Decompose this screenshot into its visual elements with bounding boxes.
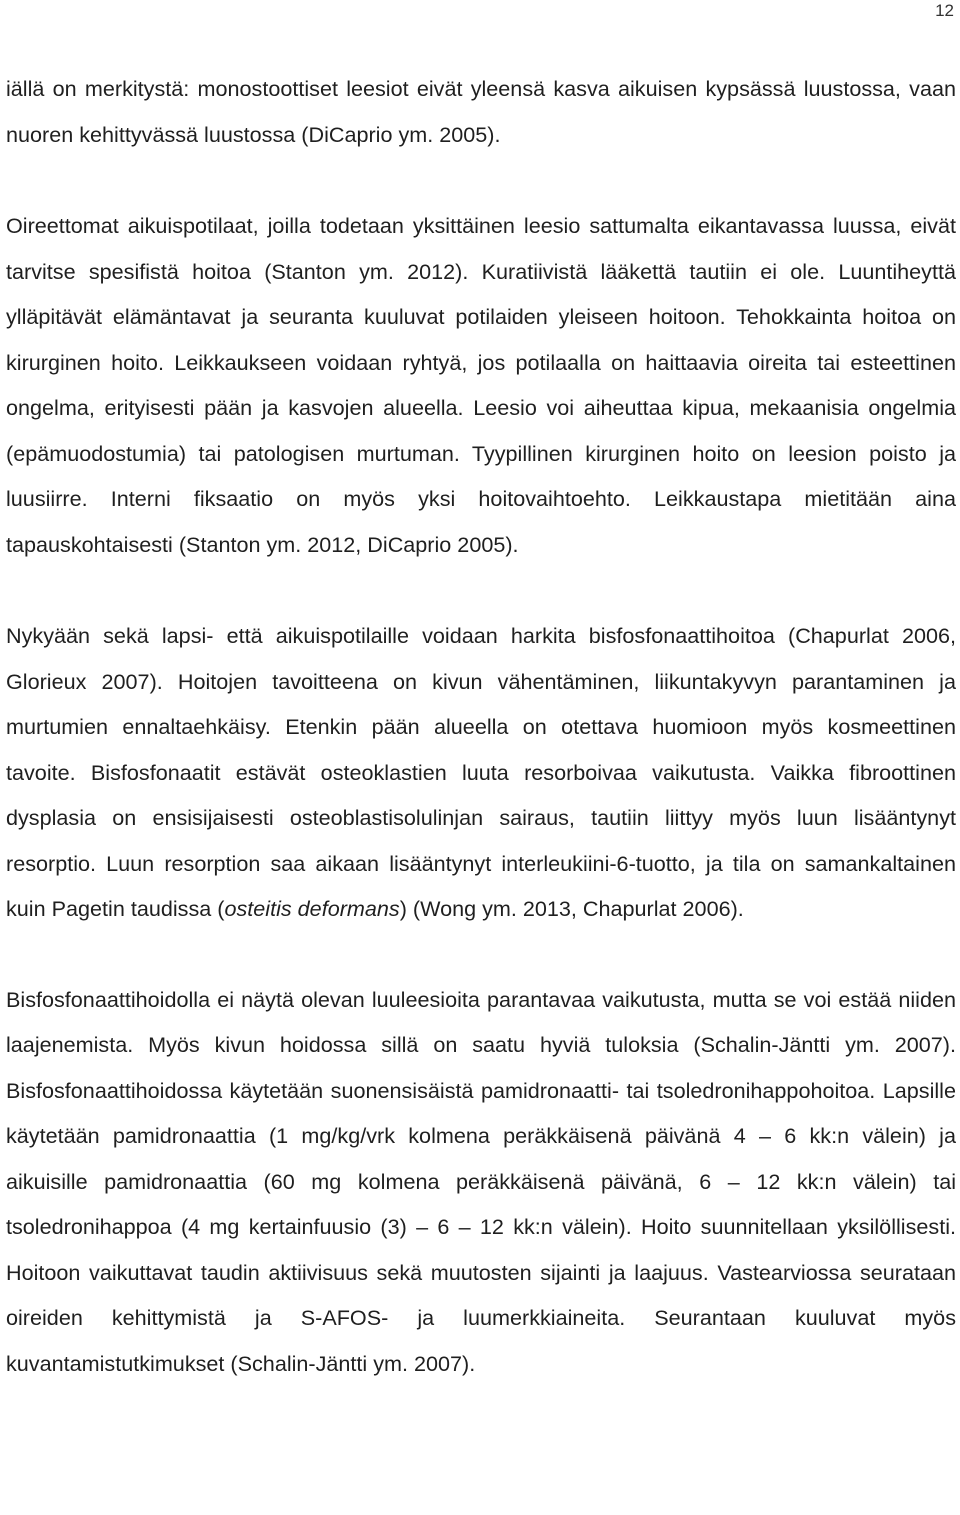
paragraph-4: Bisfosfonaattihoidolla ei näytä olevan luuleesioita parantavaa vaikutusta, mutta se voi estää niiden laajenemista. Myös kivun hoidossa sillä on saatu hyviä tuloksia (Schalin-Jäntti ym. 2007). Bisfosfonaattihoidossa käytetään suonensisäistä pamidronaatti- tai tsoledronihappohoitoa. Lapsille käytetään pamidronaattia (1 mg/kg/vrk kolmena peräkkäisenä päivänä 4 – 6 kk:n välein) ja aikuisille pamidronaattia (60 mg kolmena peräkkäisenä päivänä, 6 – 12 kk:n välein) tai tsoledronihappoa (4 mg kertainfuusio (3) – 6 – 12 kk:n välein). Hoito suunnitellaan yksilöllisesti. Hoitoon vaikuttavat taudin aktiivisuus sekä muutosten sijainti ja laajuus. Vastearviossa seurataan oireiden kehittymistä ja S-AFOS- ja luumerkkiaineita. Seurantaan kuuluvat myös kuvantamistutkimukset (Schalin-Jäntti ym. 2007). xyxy=(6,986,956,1376)
document-body xyxy=(6,66,956,1386)
paragraph-3-text-start: Nykyään sekä lapsi- että aikuispotilaille voidaan harkita bisfosfonaattihoitoa (Chapurlat 2006, Glorieux 2007). Hoitojen tavoitteena on kivun vähentäminen, liikuntakyvyn parantaminen ja murtumien ennaltaehkäisy. Etenkin pään alueella on otettava huomioon myös kosmeettinen tavoite. Bisfosfonaatit estävät osteoklastien luuta resorboivaa vaikutusta. Vaikka fibroottinen dysplasia on ensisijaisesti osteoblastisolulinjan sairaus, tautiin liittyy myös luun lisääntynyt resorptio. Luun resorption saa aikaan lisääntynyt interleukiini-6-tuotto, ja tila on samankaltainen kuin Pagetin taudissa ( xyxy=(6,623,956,921)
paragraph-3-text-end: ) (Wong ym. 2013, Chapurlat 2006). xyxy=(399,896,744,921)
paragraph-1: iällä on merkitystä: monostoottiset leesiot eivät yleensä kasva aikuisen kypsässä luustossa, vaan nuoren kehittyvässä luustossa (DiCaprio ym. 2005). xyxy=(6,76,956,147)
page-number: 12 xyxy=(935,1,954,20)
paragraph-2: Oireettomat aikuispotilaat, joilla todetaan yksittäinen leesio sattumalta eikantavassa luussa, eivät tarvitse spesifistä hoitoa (Stanton ym. 2012). Kuratiivistä lääkettä tautiin ei ole. Luuntiheyttä ylläpitävät elämäntavat ja seuranta kuuluvat potilaiden yleiseen hoitoon. Tehokkainta hoitoa on kirurginen hoito. Leikkaukseen voidaan ryhtyä, jos potilaalla on haittaavia oireita tai esteettinen ongelma, erityisesti pään ja kasvojen alueella. Leesio voi aiheuttaa kipua, mekaanisia ongelmia (epämuodostumia) tai patologisen murtuman. Tyypillinen kirurginen hoito on leesion poisto ja luusiirre. Interni fiksaatio on myös yksi hoitovaihtoehto. Leikkaustapa mietitään aina tapauskohtaisesti (Stanton ym. 2012, DiCaprio 2005). xyxy=(6,213,956,557)
paragraph-3 xyxy=(6,613,956,932)
paragraph-3-italic-term: osteitis deformans xyxy=(224,896,400,921)
